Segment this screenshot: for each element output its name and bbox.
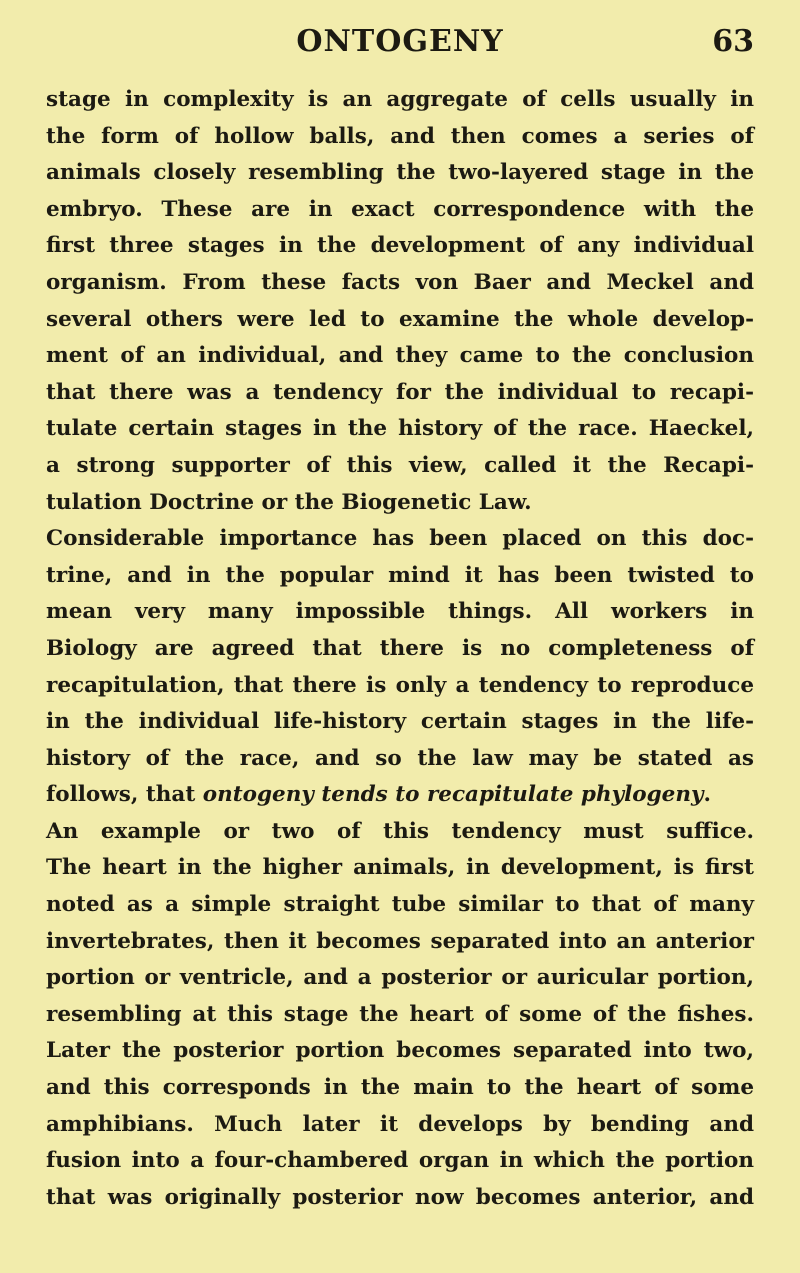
text-line: several others were led to examine the whole develop- xyxy=(46,306,754,332)
text-line: resembling at this stage the heart of some of the fishes. xyxy=(46,1001,754,1027)
law-lead-in: follows, that xyxy=(46,782,203,808)
text-line: in the individual life-history certain stages in the life- xyxy=(46,709,754,735)
text-line: stage in complexity is an aggregate of cells usually in xyxy=(46,87,754,112)
chapter-title: ONTOGENY xyxy=(296,24,504,59)
text-line: a strong supporter of this view, called it the Recapi- xyxy=(46,452,754,478)
paragraph-start-line: Considerable importance has been placed on this doc- xyxy=(46,526,754,552)
text-line: mean very many impossible things. All workers in xyxy=(46,599,754,625)
text-line: tulate certain stages in the history of the race. Haeckel, xyxy=(46,416,754,442)
text-line: that was originally posterior now becomes anterior, and xyxy=(46,1184,754,1210)
text-line: trine, and in the popular mind it has been twisted to xyxy=(46,562,754,588)
text-line: amphibians. Much later it develops by bending and xyxy=(46,1111,754,1137)
text-line: The heart in the higher animals, in development, is first xyxy=(46,855,754,881)
text-line: Later the posterior portion becomes separated into two, xyxy=(46,1038,754,1064)
text-line: invertebrates, then it becomes separated into an anterior xyxy=(46,928,754,954)
text-line: and this corresponds in the main to the heart of some xyxy=(46,1075,754,1101)
text-line: first three stages in the development of any individual xyxy=(46,233,754,259)
text-line: recapitulation, that there is only a tendency to reproduce xyxy=(46,672,754,698)
law-line xyxy=(46,777,754,814)
text-line: history of the race, and so the law may be stated as xyxy=(46,745,754,771)
text-line: the form of hollow balls, and then comes a series of xyxy=(46,123,754,149)
text-line: that there was a tendency for the individual to recapi- xyxy=(46,379,754,405)
text-line: noted as a simple straight tube similar to that of many xyxy=(46,892,754,918)
paragraph-start-line: An example or two of this tendency must suffice. xyxy=(46,818,754,844)
text-line: organism. From these facts von Baer and Meckel and xyxy=(46,269,754,295)
text-line: ment of an individual, and they came to the conclusion xyxy=(46,343,754,369)
text-line: embryo. These are in exact correspondence with the xyxy=(46,196,754,222)
law-period: . xyxy=(703,782,711,808)
text-line: Biology are agreed that there is no completeness of xyxy=(46,635,754,661)
page-number: 63 xyxy=(712,24,754,59)
body-text xyxy=(46,82,754,1216)
running-head xyxy=(0,20,800,60)
text-line: portion or ventricle, and a posterior or auricular portion, xyxy=(46,965,754,991)
text-line: tulation Doctrine or the Biogenetic Law. xyxy=(46,489,532,515)
law-statement: ontogeny tends to recapitulate phylogeny xyxy=(202,782,704,808)
text-line: animals closely resembling the two-layered stage in the xyxy=(46,160,754,186)
text-line: fusion into a four-chambered organ in which the portion xyxy=(46,1148,754,1174)
